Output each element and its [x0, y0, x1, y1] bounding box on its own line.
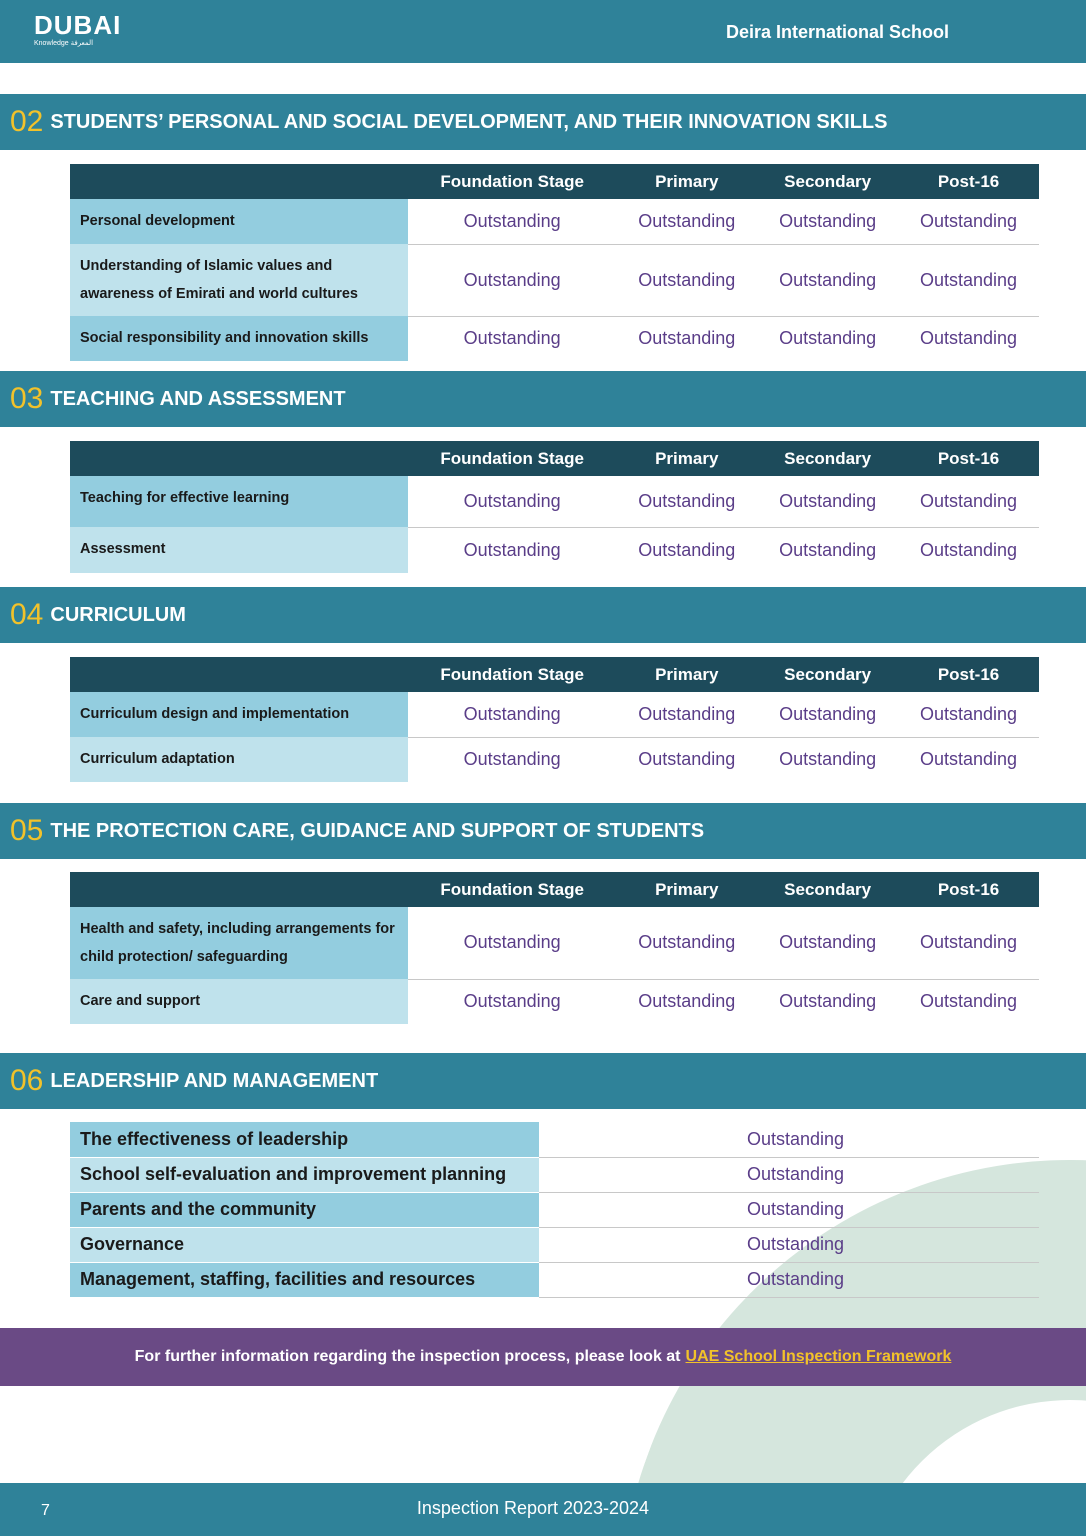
row-label: Governance [70, 1227, 539, 1262]
row-label: Social responsibility and innovation skills [70, 316, 408, 361]
table-row [70, 316, 1039, 361]
col-secondary: Secondary [757, 441, 898, 476]
rating-cell: Outstanding [539, 1122, 1039, 1157]
rating-cell: Outstanding [757, 199, 898, 244]
table-row [70, 1227, 1039, 1262]
header-blank-cell [70, 164, 408, 199]
table-header-row [70, 164, 1039, 199]
section-title: STUDENTS’ PERSONAL AND SOCIAL DEVELOPMENT, AND THEIR INNOVATION SKILLS [50, 110, 888, 133]
rating-cell: Outstanding [757, 244, 898, 316]
info-banner [0, 1328, 1086, 1386]
rating-cell: Outstanding [779, 328, 877, 349]
col-foundation-stage: Foundation Stage [408, 657, 616, 692]
rating-cell: Outstanding [408, 476, 616, 527]
leadership-table [70, 1122, 1039, 1298]
col-primary: Primary [616, 164, 757, 199]
header-blank-cell [70, 657, 408, 692]
table-row [70, 244, 1039, 316]
rating-cell: Outstanding [408, 199, 616, 244]
table-header-row [70, 872, 1039, 907]
section-04-table [70, 657, 1039, 782]
row-label: Personal development [70, 199, 408, 244]
col-foundation-stage: Foundation Stage [408, 164, 616, 199]
section-title: TEACHING AND ASSESSMENT [50, 387, 346, 410]
section-03-header [0, 371, 1086, 427]
section-06-header [0, 1053, 1086, 1109]
section-title: CURRICULUM [50, 603, 186, 626]
rating-cell: Outstanding [463, 991, 561, 1012]
header-blank-cell [70, 872, 408, 907]
section-number: 05 [10, 814, 44, 847]
col-secondary: Secondary [757, 164, 898, 199]
section-02-table [70, 164, 1039, 361]
table-row [70, 737, 1039, 782]
row-label: Management, staffing, facilities and resources [70, 1262, 539, 1297]
col-post-16: Post-16 [898, 441, 1039, 476]
table-row [70, 1122, 1039, 1157]
rating-cell: Outstanding [463, 539, 561, 560]
col-post-16: Post-16 [898, 872, 1039, 907]
top-header-bar [0, 0, 1086, 63]
rating-cell: Outstanding [463, 749, 561, 770]
rating-cell: Outstanding [898, 199, 1039, 244]
table-row [70, 199, 1039, 244]
section-02-header [0, 94, 1086, 150]
page-number: 7 [41, 1502, 50, 1519]
rating-cell: Outstanding [616, 199, 757, 244]
section-title: THE PROTECTION CARE, GUIDANCE AND SUPPORT OF STUDENTS [50, 819, 705, 842]
section-03-table [70, 441, 1039, 573]
info-text: For further information regarding the inspection process, please look at [134, 1348, 681, 1365]
section-04-header [0, 587, 1086, 643]
rating-cell: Outstanding [616, 907, 757, 979]
rating-cell: Outstanding [539, 1192, 1039, 1227]
page-footer [0, 1483, 1086, 1536]
col-secondary: Secondary [757, 872, 898, 907]
col-post-16: Post-16 [898, 657, 1039, 692]
row-label: Curriculum adaptation [70, 737, 408, 782]
rating-cell: Outstanding [638, 539, 736, 560]
col-primary: Primary [616, 441, 757, 476]
section-number: 04 [10, 598, 44, 631]
rating-cell: Outstanding [616, 244, 757, 316]
table-row [70, 1157, 1039, 1192]
rating-cell: Outstanding [463, 328, 561, 349]
logo-wordmark: DUBAI [34, 10, 122, 40]
rating-cell: Outstanding [638, 749, 736, 770]
rating-cell: Outstanding [920, 328, 1018, 349]
row-label: Curriculum design and implementation [70, 692, 408, 737]
section-05-header [0, 803, 1086, 859]
rating-cell: Outstanding [408, 244, 616, 316]
section-number: 03 [10, 382, 44, 415]
rating-cell: Outstanding [408, 907, 616, 979]
school-name: Deira International School [725, 22, 949, 42]
col-primary: Primary [616, 872, 757, 907]
rating-cell: Outstanding [779, 991, 877, 1012]
row-label: Understanding of Islamic values and awareness of Emirati and world cultures [70, 244, 408, 316]
rating-cell: Outstanding [616, 692, 757, 737]
row-label: Assessment [70, 527, 408, 573]
table-row [70, 1262, 1039, 1297]
rating-cell: Outstanding [898, 907, 1039, 979]
rating-cell: Outstanding [638, 328, 736, 349]
inspection-framework-link[interactable]: UAE School Inspection Framework [685, 1348, 952, 1365]
col-foundation-stage: Foundation Stage [408, 872, 616, 907]
rating-cell: Outstanding [920, 749, 1018, 770]
table-row [70, 527, 1039, 573]
rating-cell: Outstanding [920, 991, 1018, 1012]
row-label: School self-evaluation and improvement planning [70, 1157, 539, 1192]
col-primary: Primary [616, 657, 757, 692]
rating-cell: Outstanding [898, 692, 1039, 737]
rating-cell: Outstanding [779, 749, 877, 770]
table-row [70, 692, 1039, 737]
row-label: Teaching for effective learning [70, 476, 408, 527]
section-number: 06 [10, 1064, 44, 1097]
col-post-16: Post-16 [898, 164, 1039, 199]
rating-cell: Outstanding [539, 1157, 1039, 1192]
rating-cell: Outstanding [779, 539, 877, 560]
section-title: LEADERSHIP AND MANAGEMENT [50, 1069, 379, 1092]
row-label: Care and support [70, 979, 408, 1024]
table-row [70, 979, 1039, 1024]
logo-subtitle: Knowledge المعرفة [34, 40, 94, 47]
section-number: 02 [10, 105, 44, 138]
table-row [70, 476, 1039, 527]
dubai-knowledge-logo [34, 12, 121, 47]
rating-cell: Outstanding [757, 907, 898, 979]
rating-cell: Outstanding [757, 476, 898, 527]
table-header-row [70, 441, 1039, 476]
rating-cell: Outstanding [616, 476, 757, 527]
rating-cell: Outstanding [539, 1262, 1039, 1297]
rating-cell: Outstanding [920, 539, 1018, 560]
table-row [70, 1192, 1039, 1227]
header-blank-cell [70, 441, 408, 476]
col-secondary: Secondary [757, 657, 898, 692]
rating-cell: Outstanding [539, 1227, 1039, 1262]
rating-cell: Outstanding [408, 692, 616, 737]
col-foundation-stage: Foundation Stage [408, 441, 616, 476]
rating-cell: Outstanding [638, 991, 736, 1012]
footer-title: Inspection Report 2023-2024 [416, 1498, 650, 1518]
section-05-table [70, 872, 1039, 1024]
rating-cell: Outstanding [757, 692, 898, 737]
row-label: Parents and the community [70, 1192, 539, 1227]
rating-cell: Outstanding [898, 244, 1039, 316]
table-header-row [70, 657, 1039, 692]
row-label: Health and safety, including arrangements for child protection/ safeguarding [70, 907, 408, 979]
table-row [70, 907, 1039, 979]
rating-cell: Outstanding [898, 476, 1039, 527]
row-label: The effectiveness of leadership [70, 1122, 539, 1157]
